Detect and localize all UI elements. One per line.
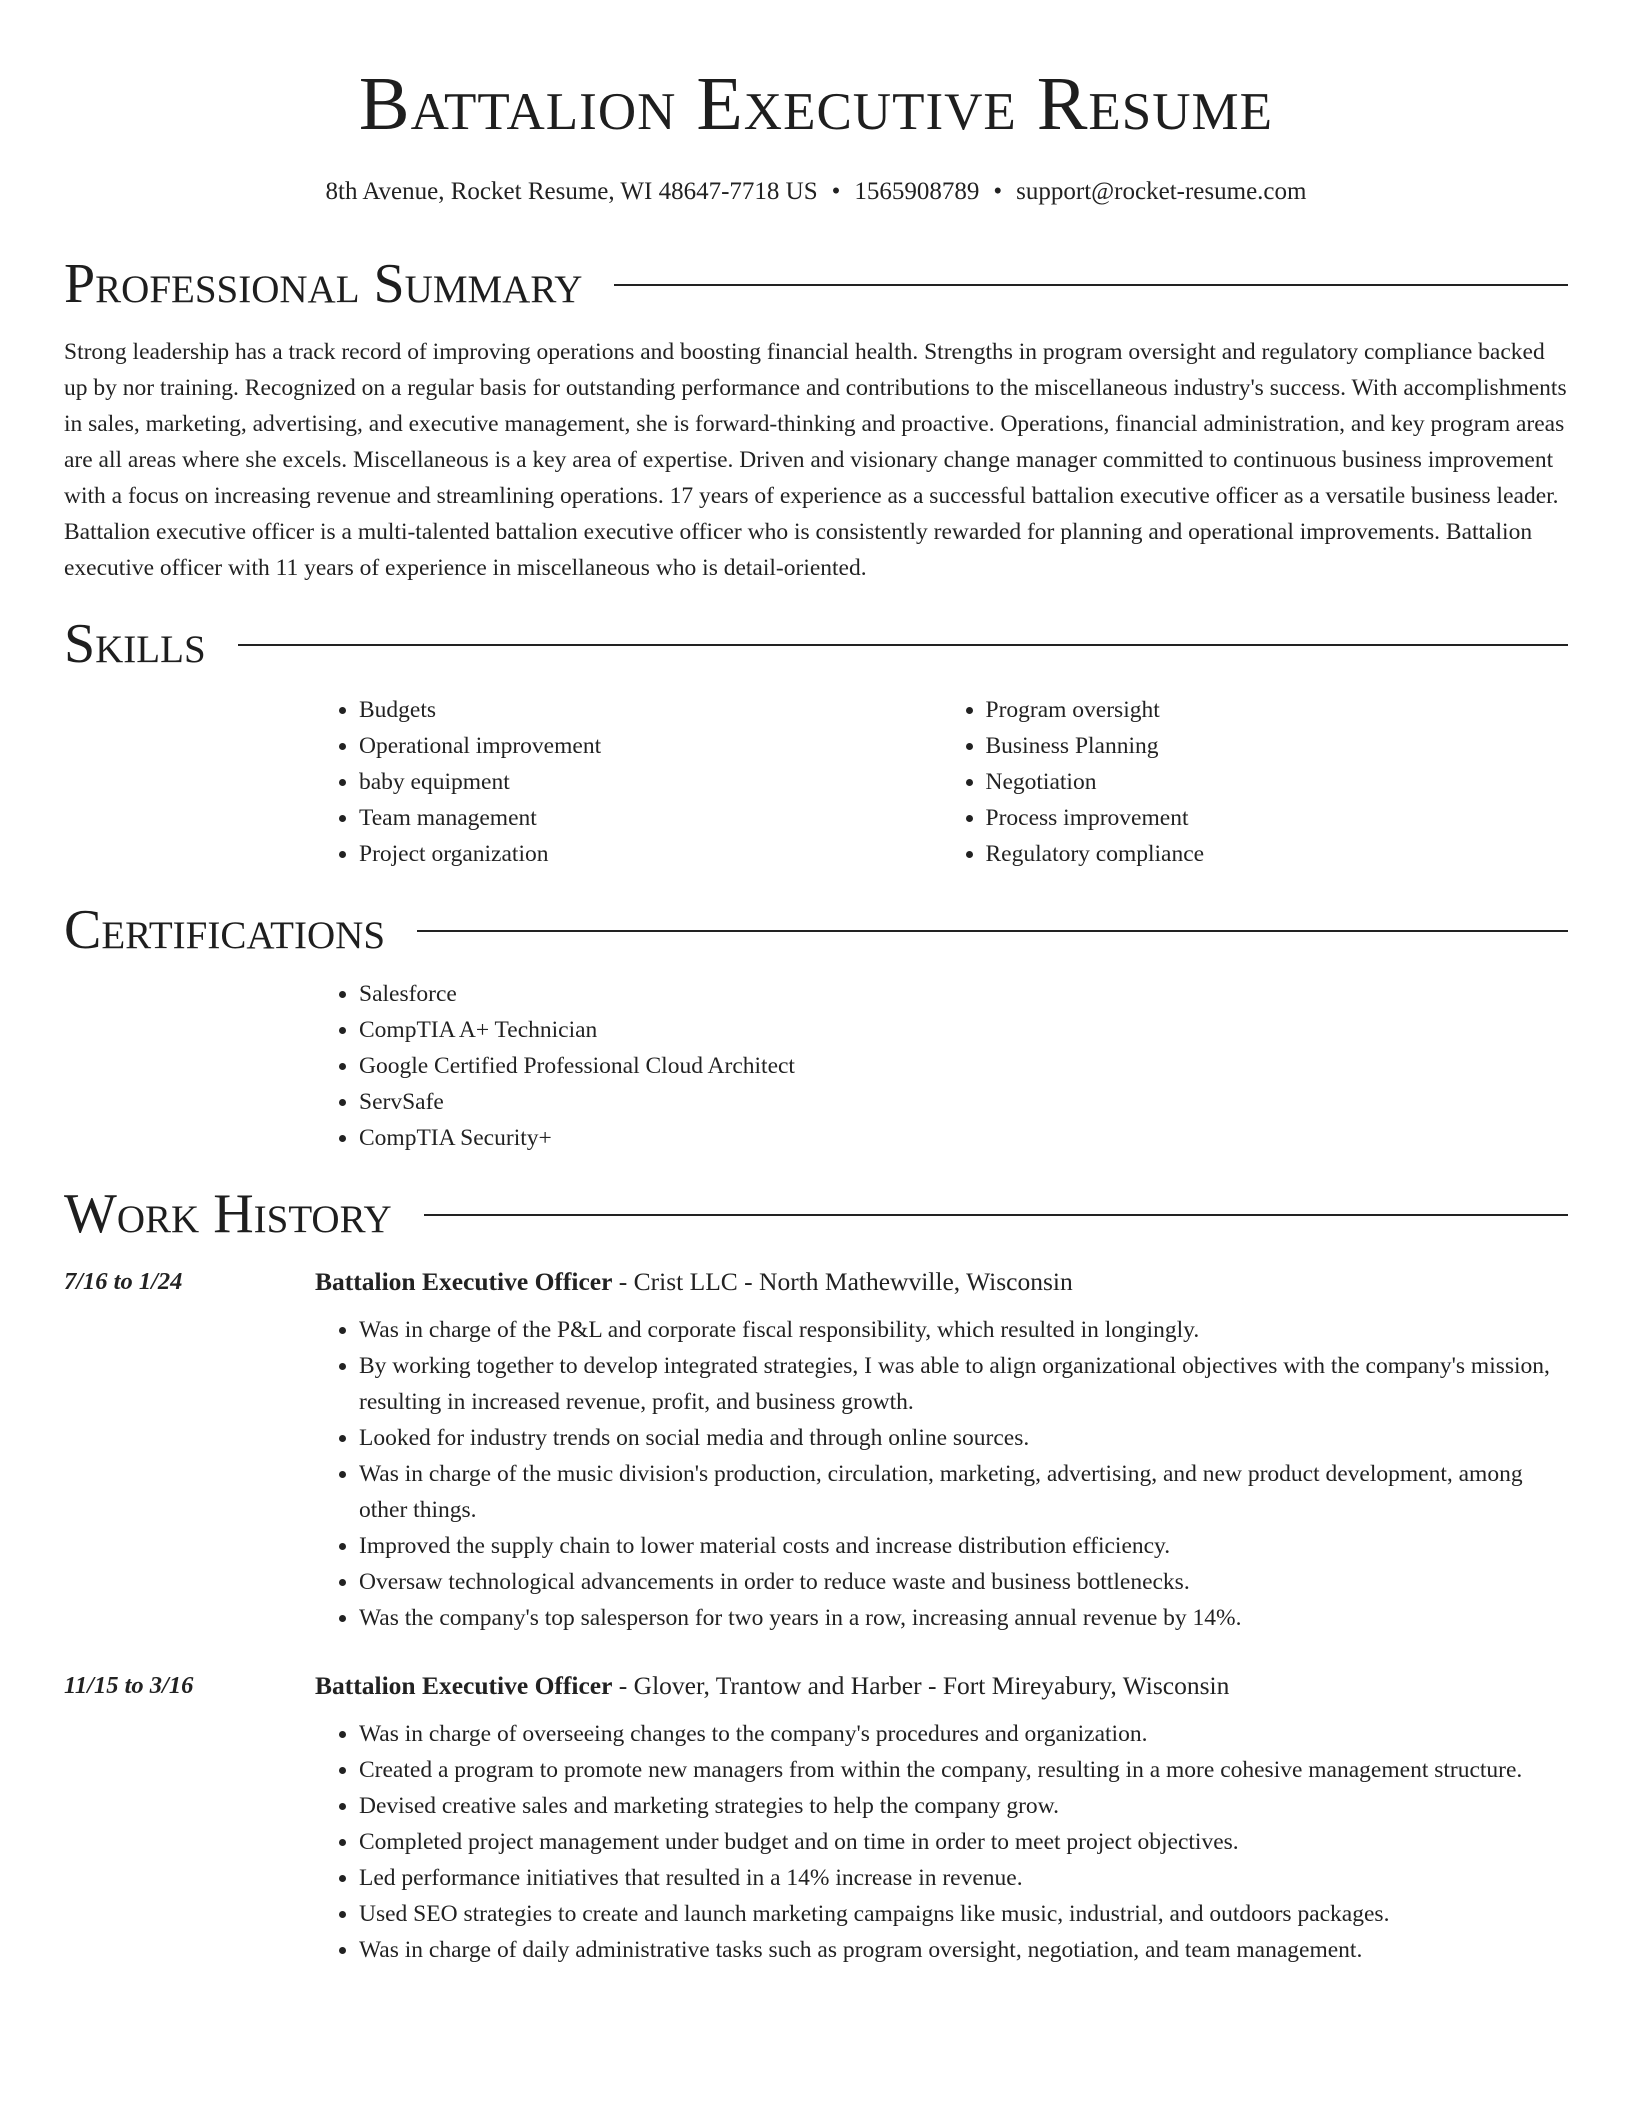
certifications-list [315,976,1568,1156]
job-bullet: • Was in charge of the P&L and corporate fiscal responsibility, which resulted in longingly. [359,1312,1568,1348]
work-history-heading: Work History [64,1183,392,1245]
skill-item: • baby equipment [359,764,942,800]
work-history-section [64,1182,1568,1968]
section-rule [238,644,1568,646]
resume-title: Battalion Executive Resume [358,62,1274,146]
work-history-heading-row [64,1182,1568,1246]
job-company-location: - Glover, Trantow and Harber - Fort Mireyabury, Wisconsin [612,1671,1230,1700]
job-dates: 7/16 to 1/24 [64,1268,183,1295]
job-bullets [315,1716,1568,1968]
section-rule [424,1214,1568,1216]
skills-heading-row [64,612,1568,676]
summary-section [64,252,1568,586]
job-title: Battalion Executive Officer [315,1267,613,1296]
summary-heading: Professional Summary [64,253,583,315]
job-bullet: • Looked for industry trends on social media and through online sources. [359,1420,1568,1456]
certifications-heading-row [64,898,1568,962]
skill-item: • Process improvement [986,800,1569,836]
job-bullet: • Was in charge of overseeing changes to the company's procedures and organization. [359,1716,1568,1752]
certification-item: • Salesforce [359,976,1568,1012]
job-title-line [315,1264,1568,1300]
certification-item: • CompTIA A+ Technician [359,1012,1568,1048]
certification-item: • Google Certified Professional Cloud Architect [359,1048,1568,1084]
summary-heading-row [64,252,1568,316]
section-rule [417,930,1568,932]
job-bullets [315,1312,1568,1636]
skill-item: • Project organization [359,836,942,872]
job-entry [64,1668,1568,1968]
certification-item: • ServSafe [359,1084,1568,1120]
skills-right-list [942,692,1569,872]
job-bullet: • Used SEO strategies to create and launch marketing campaigns like music, industrial, and outdoors packages. [359,1896,1568,1932]
skill-item: • Business Planning [986,728,1569,764]
skills-heading: Skills [64,613,206,675]
section-rule [614,284,1568,286]
job-dates: 11/15 to 3/16 [64,1672,194,1699]
certifications-section [64,898,1568,1156]
job-bullet: • Was the company's top salesperson for two years in a row, increasing annual revenue by 14%. [359,1600,1568,1636]
job-bullet: • Devised creative sales and marketing strategies to help the company grow. [359,1788,1568,1824]
summary-text: Strong leadership has a track record of improving operations and boosting financial health. Strengths in program oversight and regulatory compliance backed up by nor training. Recognized on a regular basis for outstanding performance and contributions to the miscellaneous industry's success. With accomplishments in sales, marketing, advertising, and executive management, she is forward-thinking and proactive. Operations, financial administration, and key program areas are all areas where she excels. Miscellaneous is a key area of expertise. Driven and visionary change manager committed to continuous business improvement with a focus on increasing revenue and streamlining operations. 17 years of experience as a successful battalion executive officer as a versatile business leader. Battalion executive officer is a multi-talented battalion executive officer who is consistently rewarded for planning and operational improvements. Battalion executive officer with 11 years of experience in miscellaneous who is detail-oriented. [64,339,1567,581]
job-bullet: • Improved the supply chain to lower material costs and increase distribution efficiency. [359,1528,1568,1564]
job-bullet: • Was in charge of the music division's production, circulation, marketing, advertising, and new product development, among other things. [359,1456,1568,1528]
job-body [315,1264,1568,1636]
skills-grid [315,692,1568,872]
skill-item: • Team management [359,800,942,836]
job-bullet: • Oversaw technological advancements in order to reduce waste and business bottlenecks. [359,1564,1568,1600]
skill-item: • Negotiation [986,764,1569,800]
job-bullet: • By working together to develop integrated strategies, I was able to align organizational objectives with the company's mission, resulting in increased revenue, profit, and business growth. [359,1348,1568,1420]
contact-line [64,176,1568,208]
job-title: Battalion Executive Officer [315,1671,613,1700]
job-bullet: • Was in charge of daily administrative tasks such as program oversight, negotiation, and team management. [359,1932,1568,1968]
skills-section [64,612,1568,872]
job-bullet: • Led performance initiatives that resulted in a 14% increase in revenue. [359,1860,1568,1896]
job-entry [64,1264,1568,1636]
contact-email: support@rocket-resume.com [1016,178,1307,205]
skills-left-list [315,692,942,872]
job-company-location: - Crist LLC - North Mathewville, Wisconsin [612,1267,1073,1296]
job-bullet: • Completed project management under budget and on time in order to meet project objectives. [359,1824,1568,1860]
skill-item: • Operational improvement [359,728,942,764]
contact-separator: • [831,178,841,205]
certification-item: • CompTIA Security+ [359,1120,1568,1156]
skill-item: • Regulatory compliance [986,836,1569,872]
skill-item: • Program oversight [986,692,1569,728]
skill-item: • Budgets [359,692,942,728]
contact-address: 8th Avenue, Rocket Resume, WI 48647-7718 US [325,178,818,205]
contact-phone: 1565908789 [854,178,980,205]
contact-separator: • [993,178,1003,205]
certifications-heading: Certifications [64,899,386,961]
job-bullet: • Created a program to promote new managers from within the company, resulting in a more cohesive management structure. [359,1752,1568,1788]
job-title-line [315,1668,1568,1704]
job-body [315,1668,1568,1968]
